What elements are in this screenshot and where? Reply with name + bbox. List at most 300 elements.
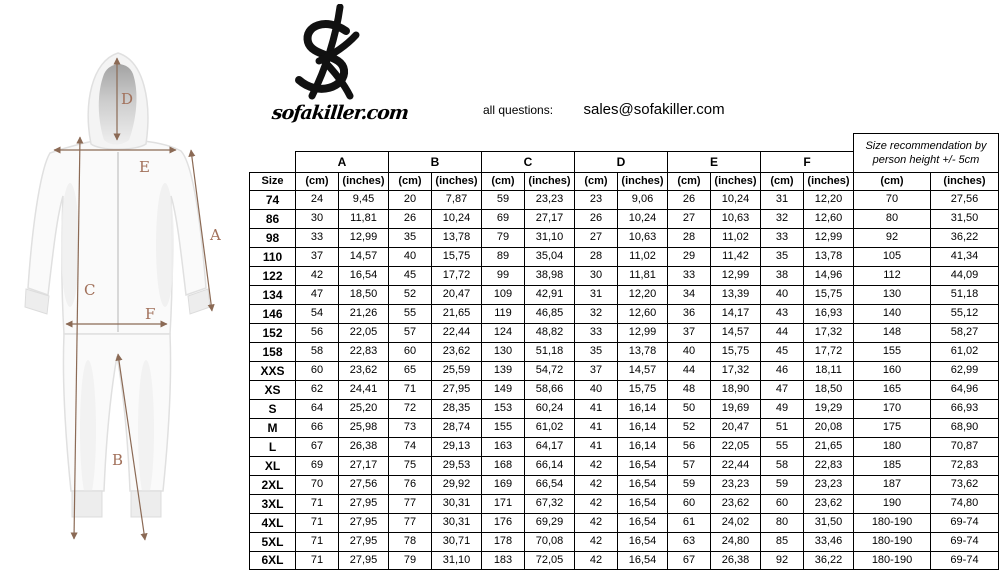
data-cell: 16,54 <box>617 513 667 532</box>
data-cell: 13,78 <box>617 342 667 361</box>
data-cell: 26,38 <box>710 551 760 570</box>
data-cell: 41 <box>574 418 617 437</box>
size-cell: 74 <box>249 190 295 209</box>
data-cell: 64,96 <box>930 380 999 399</box>
data-cell: 48,82 <box>524 323 574 342</box>
data-cell: 180 <box>853 437 930 456</box>
data-cell: 44 <box>667 361 710 380</box>
data-cell: 55,12 <box>930 304 999 323</box>
data-cell: 180-190 <box>853 532 930 551</box>
data-cell: 54 <box>295 304 338 323</box>
data-cell: 30,71 <box>431 532 481 551</box>
data-cell: 22,83 <box>803 456 853 475</box>
data-cell: 21,65 <box>431 304 481 323</box>
data-cell: 60 <box>760 494 803 513</box>
data-cell: 11,02 <box>710 228 760 247</box>
unit-inches-header: (inches) <box>710 172 760 190</box>
data-cell: 32 <box>574 304 617 323</box>
data-cell: 30 <box>574 266 617 285</box>
data-cell: 13,78 <box>803 247 853 266</box>
data-cell: 10,24 <box>617 209 667 228</box>
data-cell: 175 <box>853 418 930 437</box>
data-cell: 27,17 <box>524 209 574 228</box>
data-cell: 28 <box>574 247 617 266</box>
size-cell: 110 <box>249 247 295 266</box>
data-cell: 29 <box>667 247 710 266</box>
data-cell: 41 <box>574 399 617 418</box>
data-cell: 11,42 <box>710 247 760 266</box>
data-cell: 28,35 <box>431 399 481 418</box>
data-cell: 69 <box>295 456 338 475</box>
data-cell: 47 <box>295 285 338 304</box>
size-cell: 158 <box>249 342 295 361</box>
data-cell: 31,10 <box>524 228 574 247</box>
data-cell: 78 <box>388 532 431 551</box>
data-cell: 74 <box>388 437 431 456</box>
data-cell: 38 <box>760 266 803 285</box>
data-cell: 9,45 <box>338 190 388 209</box>
data-cell: 12,99 <box>617 323 667 342</box>
data-cell: 75 <box>388 456 431 475</box>
data-cell: 42 <box>574 494 617 513</box>
data-cell: 15,75 <box>617 380 667 399</box>
data-cell: 23,62 <box>431 342 481 361</box>
size-cell: 5XL <box>249 532 295 551</box>
group-header-D: D <box>574 151 667 172</box>
data-cell: 58 <box>295 342 338 361</box>
data-cell: 23,23 <box>524 190 574 209</box>
letter-F: F <box>145 305 156 323</box>
data-cell: 109 <box>481 285 524 304</box>
data-cell: 176 <box>481 513 524 532</box>
data-cell: 57 <box>667 456 710 475</box>
size-table <box>249 133 999 570</box>
data-cell: 30 <box>295 209 338 228</box>
data-cell: 31,50 <box>803 513 853 532</box>
left-ankle-cuff <box>72 491 102 517</box>
data-cell: 59 <box>760 475 803 494</box>
data-cell: 41 <box>574 437 617 456</box>
data-cell: 18,50 <box>803 380 853 399</box>
data-cell: 16,54 <box>617 475 667 494</box>
data-cell: 69,29 <box>524 513 574 532</box>
data-cell: 54,72 <box>524 361 574 380</box>
unit-inches-header: (inches) <box>431 172 481 190</box>
letter-B: B <box>112 451 124 469</box>
brand-site-text: sofakiller.com <box>270 102 410 124</box>
data-cell: 16,54 <box>617 456 667 475</box>
data-cell: 10,63 <box>617 228 667 247</box>
size-cell: 122 <box>249 266 295 285</box>
data-cell: 11,02 <box>617 247 667 266</box>
data-cell: 62 <box>295 380 338 399</box>
data-cell: 14,96 <box>803 266 853 285</box>
data-cell: 130 <box>481 342 524 361</box>
data-cell: 41,34 <box>930 247 999 266</box>
data-cell: 171 <box>481 494 524 513</box>
size-cell: M <box>249 418 295 437</box>
size-cell: 3XL <box>249 494 295 513</box>
data-cell: 24,02 <box>710 513 760 532</box>
data-cell: 79 <box>388 551 431 570</box>
data-cell: 70 <box>295 475 338 494</box>
data-cell: 35,04 <box>524 247 574 266</box>
data-cell: 31 <box>760 190 803 209</box>
data-cell: 140 <box>853 304 930 323</box>
data-cell: 33 <box>667 266 710 285</box>
data-cell: 19,69 <box>710 399 760 418</box>
data-cell: 52 <box>667 418 710 437</box>
data-cell: 34 <box>667 285 710 304</box>
data-cell: 70 <box>853 190 930 209</box>
data-cell: 71 <box>295 551 338 570</box>
data-cell: 59 <box>481 190 524 209</box>
data-cell: 178 <box>481 532 524 551</box>
group-header-C: C <box>481 151 574 172</box>
data-cell: 42 <box>295 266 338 285</box>
data-cell: 27,95 <box>338 532 388 551</box>
data-cell: 40 <box>574 380 617 399</box>
data-cell: 73 <box>388 418 431 437</box>
data-cell: 60 <box>667 494 710 513</box>
unit-cm-header: (cm) <box>295 172 338 190</box>
data-cell: 25,20 <box>338 399 388 418</box>
letter-D: D <box>121 90 134 108</box>
data-cell: 79 <box>481 228 524 247</box>
data-cell: 67 <box>295 437 338 456</box>
data-cell: 77 <box>388 513 431 532</box>
data-cell: 48 <box>667 380 710 399</box>
data-cell: 61 <box>667 513 710 532</box>
data-cell: 55 <box>760 437 803 456</box>
data-cell: 40 <box>760 285 803 304</box>
data-cell: 10,24 <box>431 209 481 228</box>
unit-cm-header: (cm) <box>853 172 930 190</box>
data-cell: 25,98 <box>338 418 388 437</box>
size-cell: S <box>249 399 295 418</box>
data-cell: 67,32 <box>524 494 574 513</box>
data-cell: 27,56 <box>338 475 388 494</box>
data-cell: 40 <box>388 247 431 266</box>
data-cell: 30,31 <box>431 494 481 513</box>
data-cell: 23,23 <box>710 475 760 494</box>
data-cell: 22,83 <box>338 342 388 361</box>
data-cell: 27,56 <box>930 190 999 209</box>
data-cell: 37 <box>295 247 338 266</box>
data-cell: 23,23 <box>803 475 853 494</box>
data-cell: 12,20 <box>617 285 667 304</box>
data-cell: 70,87 <box>930 437 999 456</box>
data-cell: 19,29 <box>803 399 853 418</box>
data-cell: 155 <box>853 342 930 361</box>
data-cell: 130 <box>853 285 930 304</box>
data-cell: 67 <box>667 551 710 570</box>
data-cell: 33,46 <box>803 532 853 551</box>
data-cell: 16,93 <box>803 304 853 323</box>
data-cell: 16,54 <box>338 266 388 285</box>
data-cell: 27 <box>667 209 710 228</box>
data-cell: 38,98 <box>524 266 574 285</box>
data-cell: 12,99 <box>803 228 853 247</box>
data-cell: 12,60 <box>617 304 667 323</box>
data-cell: 69 <box>481 209 524 228</box>
data-cell: 80 <box>853 209 930 228</box>
data-cell: 16,14 <box>617 437 667 456</box>
data-cell: 105 <box>853 247 930 266</box>
data-cell: 28 <box>667 228 710 247</box>
data-cell: 58,27 <box>930 323 999 342</box>
data-cell: 22,44 <box>710 456 760 475</box>
data-cell: 26 <box>388 209 431 228</box>
data-cell: 26,38 <box>338 437 388 456</box>
data-cell: 27,95 <box>431 380 481 399</box>
size-cell: 2XL <box>249 475 295 494</box>
data-cell: 66,54 <box>524 475 574 494</box>
data-cell: 49 <box>760 399 803 418</box>
data-cell: 27,95 <box>338 513 388 532</box>
data-cell: 17,72 <box>803 342 853 361</box>
data-cell: 17,32 <box>803 323 853 342</box>
data-cell: 112 <box>853 266 930 285</box>
data-cell: 35 <box>388 228 431 247</box>
data-cell: 185 <box>853 456 930 475</box>
data-cell: 23,62 <box>803 494 853 513</box>
data-cell: 36,22 <box>803 551 853 570</box>
data-cell: 155 <box>481 418 524 437</box>
data-cell: 44,09 <box>930 266 999 285</box>
data-cell: 15,75 <box>710 342 760 361</box>
data-cell: 89 <box>481 247 524 266</box>
data-cell: 50 <box>667 399 710 418</box>
unit-cm-header: (cm) <box>667 172 710 190</box>
size-cell: 98 <box>249 228 295 247</box>
data-cell: 71 <box>295 494 338 513</box>
data-cell: 56 <box>667 437 710 456</box>
data-cell: 16,14 <box>617 418 667 437</box>
data-cell: 12,60 <box>803 209 853 228</box>
product-figure <box>0 0 240 584</box>
unit-cm-header: (cm) <box>760 172 803 190</box>
data-cell: 33 <box>295 228 338 247</box>
data-cell: 45 <box>388 266 431 285</box>
data-cell: 61,02 <box>524 418 574 437</box>
data-cell: 80 <box>760 513 803 532</box>
data-cell: 60,24 <box>524 399 574 418</box>
data-cell: 20 <box>388 190 431 209</box>
data-cell: 33 <box>760 228 803 247</box>
data-cell: 60 <box>295 361 338 380</box>
data-cell: 139 <box>481 361 524 380</box>
data-cell: 180-190 <box>853 513 930 532</box>
data-cell: 10,24 <box>710 190 760 209</box>
data-cell: 46,85 <box>524 304 574 323</box>
data-cell: 149 <box>481 380 524 399</box>
contact-label: all questions: <box>483 103 554 117</box>
data-cell: 28,74 <box>431 418 481 437</box>
size-cell: XXS <box>249 361 295 380</box>
data-cell: 13,78 <box>431 228 481 247</box>
data-cell: 163 <box>481 437 524 456</box>
data-cell: 77 <box>388 494 431 513</box>
data-cell: 35 <box>760 247 803 266</box>
data-cell: 22,05 <box>710 437 760 456</box>
group-header-B: B <box>388 151 481 172</box>
data-cell: 23 <box>574 190 617 209</box>
data-cell: 20,08 <box>803 418 853 437</box>
data-cell: 170 <box>853 399 930 418</box>
data-cell: 12,99 <box>338 228 388 247</box>
data-cell: 168 <box>481 456 524 475</box>
data-cell: 124 <box>481 323 524 342</box>
data-cell: 187 <box>853 475 930 494</box>
data-cell: 62,99 <box>930 361 999 380</box>
data-cell: 24,80 <box>710 532 760 551</box>
size-cell: 6XL <box>249 551 295 570</box>
data-cell: 12,20 <box>803 190 853 209</box>
data-cell: 27,95 <box>338 551 388 570</box>
data-cell: 31,10 <box>431 551 481 570</box>
data-cell: 51 <box>760 418 803 437</box>
data-cell: 72,05 <box>524 551 574 570</box>
data-cell: 29,92 <box>431 475 481 494</box>
data-cell: 63 <box>667 532 710 551</box>
data-cell: 71 <box>295 532 338 551</box>
data-cell: 99 <box>481 266 524 285</box>
data-cell: 61,02 <box>930 342 999 361</box>
data-cell: 74,80 <box>930 494 999 513</box>
size-cell: XS <box>249 380 295 399</box>
data-cell: 36 <box>667 304 710 323</box>
data-cell: 17,72 <box>431 266 481 285</box>
data-cell: 26 <box>574 209 617 228</box>
data-cell: 36,22 <box>930 228 999 247</box>
data-cell: 18,11 <box>803 361 853 380</box>
data-cell: 40 <box>667 342 710 361</box>
data-cell: 66 <box>295 418 338 437</box>
onesie-illustration <box>0 0 240 584</box>
sk-logo-icon <box>284 4 368 100</box>
data-cell: 42 <box>574 456 617 475</box>
data-cell: 37 <box>667 323 710 342</box>
data-cell: 12,99 <box>710 266 760 285</box>
data-cell: 27 <box>574 228 617 247</box>
data-cell: 42 <box>574 475 617 494</box>
data-cell: 71 <box>295 513 338 532</box>
data-cell: 24 <box>295 190 338 209</box>
data-cell: 71 <box>388 380 431 399</box>
data-cell: 165 <box>853 380 930 399</box>
data-cell: 180-190 <box>853 551 930 570</box>
data-cell: 55 <box>388 304 431 323</box>
data-cell: 73,62 <box>930 475 999 494</box>
data-cell: 18,90 <box>710 380 760 399</box>
data-cell: 22,44 <box>431 323 481 342</box>
unit-cm-header: (cm) <box>574 172 617 190</box>
data-cell: 57 <box>388 323 431 342</box>
data-cell: 92 <box>760 551 803 570</box>
data-cell: 44 <box>760 323 803 342</box>
data-cell: 16,54 <box>617 551 667 570</box>
data-cell: 46 <box>760 361 803 380</box>
data-cell: 33 <box>574 323 617 342</box>
data-cell: 58 <box>760 456 803 475</box>
data-cell: 72 <box>388 399 431 418</box>
data-cell: 27,95 <box>338 494 388 513</box>
data-cell: 65 <box>388 361 431 380</box>
data-cell: 190 <box>853 494 930 513</box>
data-cell: 22,05 <box>338 323 388 342</box>
data-cell: 43 <box>760 304 803 323</box>
data-cell: 119 <box>481 304 524 323</box>
data-cell: 64,17 <box>524 437 574 456</box>
data-cell: 183 <box>481 551 524 570</box>
contact-email: sales@sofakiller.com <box>583 101 725 118</box>
data-cell: 14,57 <box>338 247 388 266</box>
size-cell: 4XL <box>249 513 295 532</box>
data-cell: 15,75 <box>803 285 853 304</box>
data-cell: 169 <box>481 475 524 494</box>
data-cell: 56 <box>295 323 338 342</box>
data-cell: 51,18 <box>524 342 574 361</box>
data-cell: 37 <box>574 361 617 380</box>
brand-block <box>270 4 410 124</box>
unit-inches-header: (inches) <box>524 172 574 190</box>
data-cell: 21,26 <box>338 304 388 323</box>
data-cell: 66,93 <box>930 399 999 418</box>
data-cell: 30,31 <box>431 513 481 532</box>
data-cell: 7,87 <box>431 190 481 209</box>
data-cell: 42 <box>574 513 617 532</box>
data-cell: 16,54 <box>617 494 667 513</box>
data-cell: 14,57 <box>710 323 760 342</box>
recommendation-header: Size recommendation by person height +/- 5cm <box>853 133 999 172</box>
contact-line <box>483 101 903 119</box>
data-cell: 69-74 <box>930 513 999 532</box>
data-cell: 26 <box>667 190 710 209</box>
group-header-A: A <box>295 151 388 172</box>
unit-inches-header: (inches) <box>617 172 667 190</box>
data-cell: 16,14 <box>617 399 667 418</box>
data-cell: 23,62 <box>338 361 388 380</box>
data-cell: 64 <box>295 399 338 418</box>
letter-C: C <box>84 281 96 299</box>
data-cell: 70,08 <box>524 532 574 551</box>
data-cell: 92 <box>853 228 930 247</box>
data-cell: 72,83 <box>930 456 999 475</box>
size-cell: XL <box>249 456 295 475</box>
data-cell: 11,81 <box>617 266 667 285</box>
data-cell: 42,91 <box>524 285 574 304</box>
data-cell: 35 <box>574 342 617 361</box>
data-cell: 17,32 <box>710 361 760 380</box>
data-cell: 76 <box>388 475 431 494</box>
unit-inches-header: (inches) <box>930 172 999 190</box>
data-cell: 9,06 <box>617 190 667 209</box>
group-header-F: F <box>760 151 853 172</box>
data-cell: 15,75 <box>431 247 481 266</box>
data-cell: 20,47 <box>710 418 760 437</box>
data-cell: 31 <box>574 285 617 304</box>
data-cell: 60 <box>388 342 431 361</box>
unit-inches-header: (inches) <box>803 172 853 190</box>
data-cell: 29,53 <box>431 456 481 475</box>
data-cell: 42 <box>574 551 617 570</box>
data-cell: 25,59 <box>431 361 481 380</box>
data-cell: 24,41 <box>338 380 388 399</box>
data-cell: 16,54 <box>617 532 667 551</box>
data-cell: 32 <box>760 209 803 228</box>
data-cell: 27,17 <box>338 456 388 475</box>
